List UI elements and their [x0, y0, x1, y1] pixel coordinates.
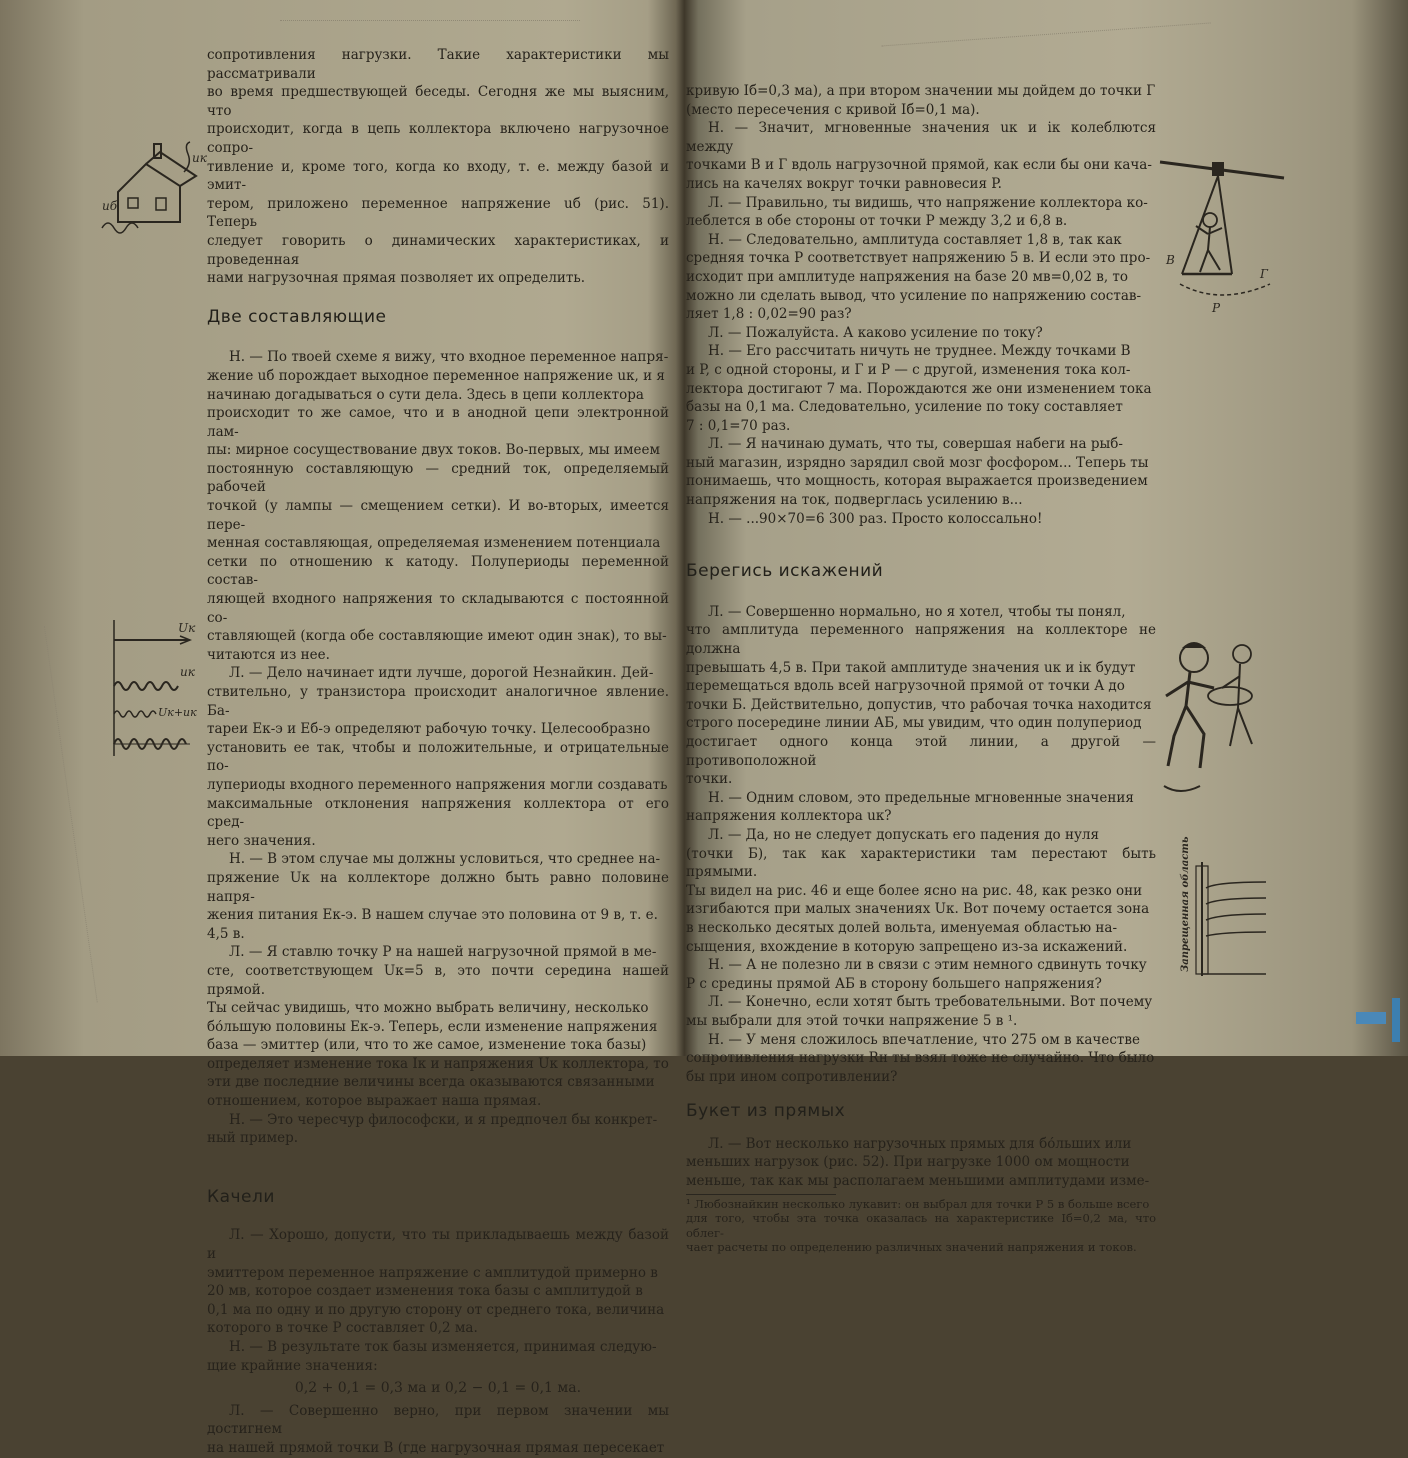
- text-line: точки Б. Действительно, допустив, что рабочая точка находится: [686, 696, 1152, 713]
- text-line: сопротивления нагрузки Rн ты взял тоже не случайно. Что было: [686, 1050, 1155, 1067]
- text-line: лектора достигают 7 ма. Порождаются же они изменением тока: [686, 380, 1152, 397]
- text-line: читаются из нее.: [207, 646, 330, 663]
- right-column: [686, 82, 1156, 1255]
- text-line: в несколько десятых долей вольта, именуемая областью на-: [686, 919, 1118, 936]
- text-line: тареи Eк-э и Eб-э определяют рабочую точку. Целесообразно: [207, 721, 651, 738]
- text-line: достигает одного конца этой линии, а другой — противоположной: [686, 734, 1156, 769]
- text-line: щие крайние значения:: [207, 1357, 378, 1374]
- page-edge-marker: [1392, 998, 1400, 1042]
- figure-label: Г: [1260, 267, 1268, 281]
- text-line: ¹ Любознайкин несколько лукавит: он выбрал для точки P 5 в больше всего: [686, 1196, 1150, 1211]
- figure-label: Uк+uк: [158, 706, 197, 719]
- text-line: установить ее так, чтобы и положительные, и отрицательные по-: [207, 739, 669, 775]
- text-line: бы при ином сопротивлении?: [686, 1068, 898, 1085]
- text-line: происходит то же самое, что и в анодной цепи электронной лам-: [207, 405, 669, 440]
- section-heading: Букет из прямых: [686, 1101, 846, 1122]
- text-line: отношением, которое выражает наша прямая.: [207, 1093, 542, 1110]
- dialogue-line: Н. — Одним словом, это предельные мгновенные значения: [708, 789, 1134, 806]
- text-line: ляет 1,8 : 0,02=90 раз?: [686, 306, 852, 323]
- text-line: превышать 4,5 в. При такой амплитуде значения uк и iк будут: [686, 659, 1136, 676]
- text-line: бо́льшую половины Eк-э. Теперь, если изменение напряжения: [207, 1018, 658, 1035]
- text-line: максимальные отклонения напряжения коллектора от его сред-: [207, 795, 669, 831]
- text-line: постоянную составляющую — средний ток, определяемый рабочей: [207, 460, 669, 496]
- text-line: средняя точка P соответствует напряжению 5 в. И если это про-: [686, 250, 1151, 267]
- text-line: ствительно, у транзистора происходит аналогичное явление. Ба-: [207, 684, 669, 719]
- text-line: напряжения на ток, подверглась усилению в...: [686, 492, 1023, 509]
- text-line: перемещаться вдоль всей нагрузочной прямой от точки A до: [686, 678, 1125, 695]
- text-line: начинаю догадываться о сути дела. Здесь в цепи коллектора: [207, 386, 644, 403]
- running-figures-illustration: [1160, 636, 1270, 808]
- dialogue-line: Л. — Совершенно нормально, но я хотел, чтобы ты понял,: [708, 603, 1126, 620]
- equation: 0,2 + 0,1 = 0,3 ма и 0,2 − 0,1 = 0,1 ма.: [294, 1380, 582, 1397]
- text-line: сте, соответствующем Uк=5 в, это почти середина нашей прямой.: [207, 962, 669, 998]
- text-line: меньших нагрузок (рис. 52). При нагрузке 1000 ом мощности: [686, 1154, 1130, 1171]
- text-line: база — эмиттер (или, что то же самое, изменение тока базы): [207, 1037, 647, 1054]
- text-line: жения питания Eк-э. В нашем случае это половина от 9 в, т. е.: [207, 907, 658, 924]
- text-line: него значения.: [207, 832, 316, 849]
- text-line: 7 : 0,1=70 раз.: [686, 417, 791, 434]
- text-line: эти две последние величины всегда оказываются связанными: [207, 1074, 655, 1091]
- figure-label: B: [1166, 253, 1175, 267]
- section-body: [207, 1226, 669, 1375]
- text-line: ный пример.: [207, 1130, 299, 1147]
- text-line: жение uб порождает выходное переменное напряжение uк, и я: [207, 367, 665, 384]
- figure-label: Uк: [178, 621, 196, 635]
- dialogue-line: Л. — Я ставлю точку P на нашей нагрузочной прямой в ме-: [229, 944, 657, 961]
- figure-label: Запрещенная область: [1180, 836, 1191, 972]
- section-heading: Две составляющие: [207, 306, 387, 327]
- text-line: и P, с одной стороны, и Г и P — с другой, изменения тока кол-: [686, 361, 1131, 378]
- text-line: пряжение Uк на коллекторе должно быть равно половине напря-: [207, 869, 669, 905]
- footnote-rule: [686, 1194, 836, 1195]
- text-line: ляющей входного напряжения то складываются с постоянной со-: [207, 591, 669, 626]
- dialogue-line: Л. — Совершенно верно, при первом значении мы достигнем: [207, 1402, 669, 1438]
- text-line: эмиттером переменное напряжение с амплитудой примерно в: [207, 1264, 658, 1281]
- figure-label: uк: [192, 151, 207, 165]
- dialogue-line: Н. — По твоей схеме я вижу, что входное переменное напря-: [229, 349, 669, 366]
- text-line: можно ли сделать вывод, что усиление по напряжению состав-: [686, 287, 1142, 304]
- dialogue-line: Л. — Пожалуйста. А каково усиление по току?: [708, 324, 1043, 341]
- dialogue-line: Н. — Это чересчур философски, и я предпочел бы конкрет-: [229, 1111, 658, 1128]
- text-line: сопротивления нагрузки. Такие характеристики мы рассматривали: [207, 47, 669, 82]
- text-line: точкой (у лампы — смещением сетки). И во-вторых, имеется пере-: [207, 498, 669, 533]
- text-line: P с средины прямой АБ в сторону большего напряжения?: [686, 975, 1102, 992]
- text-line: понимаешь, что мощность, которая выражается произведением: [686, 473, 1148, 490]
- text-line: тером, приложено переменное напряжение uб (рис. 51). Теперь: [207, 195, 669, 231]
- section-body: [686, 82, 1156, 528]
- section-body: [686, 603, 1156, 1086]
- text-line: 0,1 ма по одну и по другую сторону от среднего тока, величина: [207, 1301, 665, 1318]
- figure-label: P: [1212, 301, 1221, 315]
- text-line: (точки Б), так как характеристики там перестают быть прямыми.: [686, 845, 1156, 881]
- dialogue-line: Л. — Конечно, если хотят быть требовательными. Вот почему: [708, 994, 1153, 1011]
- text-line: для того, чтобы эта точка оказалась на характеристике Iб=0,2 ма, что облег-: [686, 1211, 1156, 1240]
- text-line: точки.: [686, 771, 733, 788]
- footnote: [686, 1197, 1156, 1255]
- text-line: чает расчеты по определению различных значений напряжения и токов.: [686, 1240, 1137, 1255]
- text-line: которого в точке P составляет 0,2 ма.: [207, 1320, 478, 1337]
- text-line: исходит при амплитуде напряжения на базе 20 мв=0,02 в, то: [686, 268, 1129, 285]
- dialogue-line: Н. — В этом случае мы должны условиться, что среднее на-: [229, 851, 661, 868]
- figure-label: uб: [102, 199, 118, 213]
- text-line: во время предшествующей беседы. Сегодня же мы выясним, что: [207, 84, 669, 119]
- text-line: лись на качелях вокруг точки равновесия P.: [686, 175, 1002, 192]
- text-line: изгибаются при малых значениях Uк. Вот почему остается зона: [686, 901, 1150, 918]
- section-heading: Качели: [207, 1186, 275, 1207]
- dialogue-line: Н. — Следовательно, амплитуда составляет 1,8 в, так как: [708, 231, 1122, 248]
- dialogue-line: Н. — Его рассчитать ничуть не труднее. Между точками B: [708, 343, 1131, 360]
- text-line: сыщения, вхождение в которую запрещено из-за искажений.: [686, 938, 1128, 955]
- text-line: меньше, так как мы располагаем меньшими амплитудами изме-: [686, 1173, 1150, 1190]
- dialogue-line: Н. — ...90×70=6 300 раз. Просто колоссально!: [708, 510, 1043, 527]
- forbidden-zone-illustration: [1166, 836, 1270, 980]
- text-line: напряжения коллектора uк?: [686, 808, 892, 825]
- text-line: что амплитуда переменного напряжения на коллекторе не должна: [686, 622, 1156, 658]
- text-line: нами нагрузочная прямая позволяет их определить.: [207, 270, 586, 287]
- section-body: [207, 1402, 669, 1458]
- dialogue-line: Н. — У меня сложилось впечатление, что 275 ом в качестве: [708, 1031, 1140, 1048]
- text-line: пы: мирное сосуществование двух токов. Во-первых, мы имеем: [207, 442, 660, 459]
- text-line: лупериоды входного переменного напряжения могли создавать: [207, 776, 668, 793]
- dialogue-line: Л. — Я начинаю думать, что ты, совершая набеги на рыб-: [708, 436, 1123, 453]
- section-heading: Берегись искажений: [686, 561, 884, 582]
- text-line: определяет изменение тока Iк и напряжения Uк коллектора, то: [207, 1055, 669, 1072]
- text-line: ный магазин, изрядно зарядил свой мозг фосфором... Теперь ты: [686, 454, 1149, 471]
- text-line: на нашей прямой точки B (где нагрузочная прямая пересекает: [207, 1439, 665, 1456]
- text-line: следует говорить о динамических характеристиках, и проведенная: [207, 232, 669, 268]
- figure-label: uк: [180, 665, 195, 679]
- swing-illustration: [1160, 150, 1290, 318]
- text-line: Ты видел на рис. 46 и еще более ясно на рис. 48, как резко они: [686, 882, 1143, 899]
- dialogue-line: Л. — Вот несколько нагрузочных прямых для бо́льших или: [708, 1135, 1132, 1152]
- text-line: 20 мв, которое создает изменения тока базы с амплитудой в: [207, 1283, 643, 1300]
- dialogue-line: Л. — Хорошо, допусти, что ты прикладываешь между базой и: [207, 1227, 669, 1263]
- dialogue-line: Л. — Правильно, ты видишь, что напряжение коллектора ко-: [708, 194, 1148, 211]
- dialogue-line: Н. — В результате ток базы изменяется, принимая следую-: [229, 1339, 657, 1355]
- text-line: менная составляющая, определяемая изменением потенциала: [207, 535, 661, 552]
- text-line: Ты сейчас увидишь, что можно выбрать величину, несколько: [207, 1000, 649, 1017]
- section-body: [686, 1135, 1156, 1191]
- text-line: леблется в обе стороны от точки P между 3,2 и 6,8 в.: [686, 213, 1068, 230]
- text-line: сетки по отношению к катоду. Полупериоды переменной состав-: [207, 553, 669, 589]
- dialogue-line: Л. — Да, но не следует допускать его падения до нуля: [708, 826, 1100, 843]
- dialogue-line: Н. — А не полезно ли в связи с этим немного сдвинуть точку: [708, 957, 1147, 974]
- dialogue-line: Л. — Дело начинает идти лучше, дорогой Незнайкин. Дей-: [229, 665, 654, 682]
- text-line: тивление и, кроме того, когда ко входу, т. е. между базой и эмит-: [207, 158, 669, 194]
- text-line: точками B и Г вдоль нагрузочной прямой, как если бы они кача-: [686, 157, 1152, 174]
- text-line: происходит, когда в цепь коллектора включено нагрузочное сопро-: [207, 121, 669, 156]
- text-line: строго посередине линии АБ, мы увидим, что один полупериод: [686, 715, 1142, 732]
- text-line: базы на 0,1 ма. Следовательно, усиление по току составляет: [686, 399, 1123, 416]
- text-line: ставляющей (когда обе составляющие имеют один знак), то вы-: [207, 628, 667, 645]
- text-line: 4,5 в.: [207, 925, 245, 942]
- dialogue-line: Н. — Значит, мгновенные значения uк и iк колеблются между: [686, 120, 1156, 155]
- page-edge-marker: [1356, 1012, 1386, 1024]
- text-line: мы выбрали для этой точки напряжение 5 в ¹.: [686, 1012, 1018, 1029]
- text-line: кривую Iб=0,3 ма), а при втором значении мы дойдем до точки Г: [686, 83, 1156, 99]
- text-line: (место пересечения с кривой Iб=0,1 ма).: [686, 101, 980, 118]
